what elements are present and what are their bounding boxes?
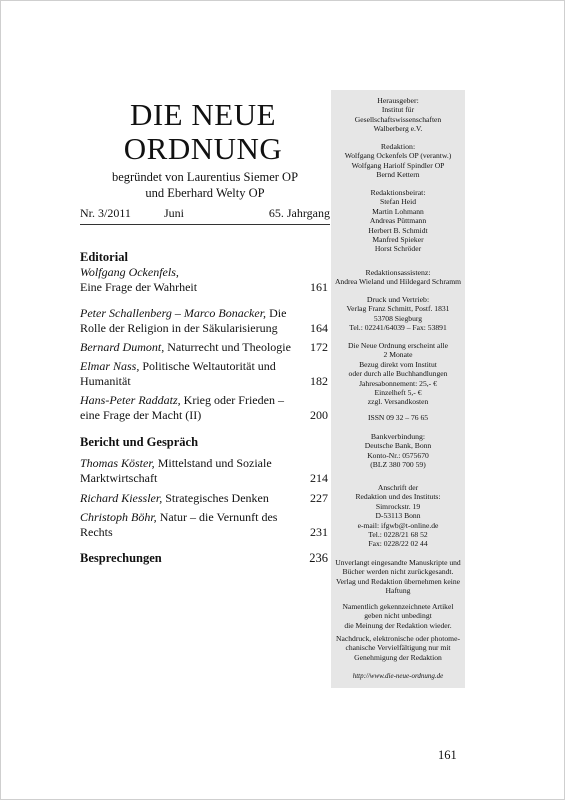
toc-author: Thomas Köster,	[80, 456, 155, 470]
toc-entry-nass[interactable]	[80, 359, 328, 389]
toc-title: eine Frage der Macht (II)	[80, 408, 202, 422]
toc-page: 200	[310, 408, 328, 422]
sidebar-line: Fax: 0228/22 02 44	[368, 539, 428, 549]
sidebar-line: 53708 Siegburg	[373, 313, 423, 323]
email-link[interactable]: e-mail: ifgwb@t-online.de	[357, 520, 439, 530]
toc-page: 227	[310, 491, 328, 505]
sidebar-hinweis-nachdruck	[331, 634, 465, 662]
sidebar-heading: Herausgeber:	[377, 96, 419, 105]
sidebar-issn: ISSN 09 32 – 76 65	[367, 413, 429, 422]
toc-entry-kiessler[interactable]	[80, 491, 328, 506]
toc-title: Naturrecht und Theologie	[164, 340, 291, 354]
sidebar-line: Die Neue Ordnung erscheint alle	[348, 341, 448, 350]
sidebar-line: die Meinung der Redaktion wieder.	[344, 620, 452, 630]
sidebar-line: Verlag und Redaktion übernehmen keine	[336, 576, 460, 586]
sidebar-heading: Redaktionsassistenz:	[365, 268, 431, 277]
sidebar-herausgeber	[331, 96, 465, 134]
sidebar-line: Verlag Franz Schmitt, Postf. 1831	[346, 304, 450, 314]
founders-line2: und Eberhard Welty OP	[145, 186, 265, 200]
sidebar-line: Bezug direkt vom Institut	[359, 359, 437, 369]
sidebar-line: Bücher werden nicht zurückgesandt.	[342, 567, 454, 577]
sidebar-line: (BLZ 380 700 59)	[370, 460, 426, 470]
toc-entry-schallenberg[interactable]	[80, 306, 328, 336]
sidebar-line: Tel.: 02241/64039 – Fax: 53891	[349, 323, 447, 333]
sidebar-line: Namentlich gekennzeichnete Artikel	[342, 602, 454, 611]
sidebar-line: Simrockstr. 19	[375, 501, 421, 511]
sidebar-line: Walberberg e.V.	[373, 124, 423, 134]
sidebar-hinweis-artikel	[331, 602, 465, 630]
sidebar-redaktion	[331, 142, 465, 180]
toc-page: 172	[310, 340, 328, 354]
sidebar-bank	[331, 432, 465, 470]
toc-title: Die	[266, 306, 287, 320]
sidebar-line: oder durch alle Buchhandlungen	[348, 369, 448, 379]
sidebar-line: Tel.: 0228/21 68 52	[368, 530, 428, 540]
toc-author: Peter Schallenberg – Marco Bonacker,	[80, 306, 267, 320]
toc-title: Mittelstand und Soziale	[154, 456, 272, 470]
sidebar-heading: Bankverbindung:	[370, 432, 426, 441]
toc-section-editorial: Editorial	[80, 250, 128, 264]
toc-title: Rolle der Religion in der Säkularisierung	[80, 321, 278, 335]
toc-entry-besprechungen[interactable]	[80, 551, 328, 566]
toc-title: Krieg oder Frieden –	[180, 393, 284, 407]
toc-title: Marktwirtschaft	[80, 471, 158, 485]
toc-page: 214	[310, 471, 328, 485]
toc-page: 161	[310, 280, 328, 294]
issue-month: Juni	[164, 206, 185, 220]
toc-title: Rechts	[80, 525, 113, 539]
toc-section-bericht: Bericht und Gespräch	[80, 435, 199, 449]
toc-author: Elmar Nass,	[80, 359, 140, 373]
sidebar-hinweis-manuskripte	[331, 558, 465, 596]
sidebar-line: Manfred Spieker	[372, 235, 424, 245]
sidebar-beirat	[331, 188, 465, 254]
sidebar-line: Deutsche Bank, Bonn	[364, 441, 432, 451]
toc-entry-koester[interactable]	[80, 456, 328, 486]
issue-number: Nr. 3/2011	[80, 206, 131, 220]
toc-page: 231	[310, 525, 328, 539]
toc-page: 164	[310, 321, 328, 335]
sidebar-heading: Druck und Vertrieb:	[366, 295, 430, 304]
toc-section-besprechungen: Besprechungen	[80, 551, 162, 565]
sidebar-line: Institut für	[381, 105, 415, 115]
toc-page: 182	[310, 374, 328, 388]
sidebar-line: Wolfgang Ockenfels OP (verantw.)	[344, 151, 452, 161]
sidebar-line: Bernd Kettern	[376, 170, 420, 180]
toc-author: Christoph Böhr,	[80, 510, 157, 524]
toc-author: Richard Kiessler,	[80, 491, 163, 505]
sidebar-line: geben nicht unbedingt	[364, 611, 432, 621]
toc-entry-boehr[interactable]	[80, 510, 328, 540]
sidebar-line: Andrea Wieland und Hildegard Schramm	[334, 277, 462, 287]
impressum-sidebar	[331, 90, 465, 688]
sidebar-line: 2 Monate	[383, 350, 413, 360]
sidebar-line: D-53113 Bonn	[375, 511, 421, 521]
sidebar-line: chanische Vervielfältigung nur mit	[345, 643, 451, 653]
sidebar-line: Anschrift der	[377, 483, 419, 492]
issue-volume: 65. Jahrgang	[268, 206, 330, 220]
toc-title: Eine Frage der Wahrheit	[80, 280, 198, 294]
sidebar-line: Wolfgang Hariolf Spindler OP	[351, 160, 445, 170]
toc-entry-editorial[interactable]	[80, 265, 328, 295]
sidebar-line: Horst Schröder	[374, 244, 422, 254]
website-link[interactable]: http://www.die-neue-ordnung.de	[352, 672, 444, 680]
toc-title: Natur – die Vernunft des	[156, 510, 278, 524]
sidebar-erscheinen	[331, 341, 465, 407]
sidebar-line: Haftung	[385, 586, 411, 596]
sidebar-line: Andreas Püttmann	[369, 216, 427, 226]
sidebar-line: Einzelheft 5,- €	[374, 388, 422, 398]
toc-entry-raddatz[interactable]	[80, 393, 328, 423]
sidebar-heading: Redaktionsbeirat:	[370, 188, 426, 197]
sidebar-line: Martin Lohmann	[372, 206, 424, 216]
sidebar-heading: Redaktion:	[380, 142, 416, 151]
toc-page: 236	[309, 551, 328, 565]
sidebar-line: Jahresabonnement: 25,- €	[359, 378, 437, 388]
sidebar-line: Unverlangt eingesandte Manuskripte und	[335, 558, 461, 567]
sidebar-line: Herbert B. Schmidt	[368, 225, 428, 235]
toc-entry-dumont[interactable]	[80, 340, 328, 355]
sidebar-line: Konto-Nr.: 0575670	[367, 450, 429, 460]
toc-title: Politische Weltautorität und	[139, 359, 276, 373]
sidebar-line: Genehmigung der Redaktion	[354, 652, 442, 662]
sidebar-line: Stefan Heid	[379, 197, 417, 207]
toc-author: Wolfgang Ockenfels,	[80, 265, 179, 279]
sidebar-line: Redaktion und des Instituts:	[355, 492, 441, 502]
sidebar-line: Gesellschaftswissenschaften	[354, 114, 442, 124]
sidebar-assistenz	[331, 268, 465, 287]
journal-title-line2: ORDNUNG	[123, 131, 283, 166]
sidebar-druck	[331, 295, 465, 333]
founders-line1: begründet von Laurentius Siemer OP	[111, 170, 299, 184]
toc-title: Humanität	[80, 374, 131, 388]
journal-title-line1: DIE NEUE	[129, 97, 277, 132]
toc-author: Bernard Dumont,	[80, 340, 165, 354]
sidebar-line: Nachdruck, elektronische oder photome-	[336, 634, 460, 643]
toc-author: Hans-Peter Raddatz,	[80, 393, 181, 407]
toc-title: Strategisches Denken	[162, 491, 269, 505]
issue-rule	[80, 224, 330, 225]
sidebar-line: zzgl. Versandkosten	[367, 397, 429, 407]
sidebar-anschrift	[331, 483, 465, 549]
page-number: 161	[438, 748, 457, 762]
